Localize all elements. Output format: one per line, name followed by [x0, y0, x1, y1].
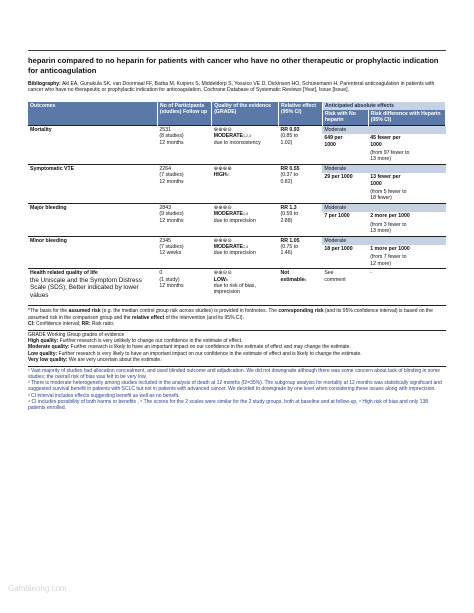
- risk-control-cell: 29 per 1000: [324, 174, 353, 181]
- risk-level: Moderate: [322, 203, 445, 212]
- relative-footnote-ref: 6: [304, 277, 307, 282]
- outcome-name: Symptomatic VTE: [30, 165, 75, 172]
- risk-difference-ci: (from 3 fewer to 13 more): [370, 221, 407, 235]
- relative-effect-ci: (0.37 to 0.82): [280, 172, 299, 185]
- quality-level: MODERATE: [213, 211, 243, 218]
- relative-effect-value: RR 0.93: [280, 126, 300, 133]
- page-title: heparin compared to no heparin for patients with cancer who have no other therapeutic or prophylactic indication for anticoagulation: [28, 50, 446, 75]
- outcome-cell: [28, 164, 157, 203]
- outcome-name: Health related quality of life: [30, 270, 98, 277]
- participants-cell: 2531 (8 studies) 12 months: [157, 125, 211, 164]
- relative-effect-cell: [278, 269, 322, 301]
- footnote-text: of the intervention (and its 95% CI).: [164, 314, 244, 321]
- footnotes: [28, 366, 446, 412]
- footnote-text: (and its 95% confidence interval) is based on the assumed risk in the comparison group and the: [28, 308, 433, 321]
- quality-cell: [212, 125, 279, 164]
- relative-effect-cell: [278, 164, 322, 203]
- bibliography-label: Bibliography:: [28, 81, 61, 87]
- relative-effect-value: Not estimable: [280, 270, 305, 283]
- relative-effect-value: RR 1.05: [280, 237, 300, 244]
- participants-cell: 2345 (7 studies) 12 weeks: [157, 236, 211, 269]
- quality-cell: [212, 164, 279, 203]
- footnote-item: ¹ Vast majority of studies had allocation concealment, and used blinded outcome and adjudication. We did not downgrade although there was some concern about lack of blinding in some studies; the overall risk of bias was felt to be very low.: [28, 367, 441, 380]
- summary-of-findings-table: [28, 102, 446, 301]
- relative-effect-cell: [278, 125, 322, 164]
- footnote-text: *The basis for the: [28, 308, 69, 315]
- header-risk-difference: Risk difference with Heparin (95% CI): [368, 110, 445, 125]
- quality-level: HIGH: [213, 172, 227, 179]
- header-outcomes: Outcomes: [28, 102, 157, 126]
- quality-rating-icon: ⊕⊕⊝⊝: [213, 270, 232, 277]
- table-row: [28, 236, 446, 245]
- quality-reason: due to inconsistency: [213, 139, 261, 146]
- quality-reason: due to imprecision: [213, 250, 256, 257]
- quality-footnote-ref: 1,4: [243, 244, 248, 249]
- quality-footnote-ref: 1,2,3: [243, 134, 251, 139]
- footnote-ci-label: CI:: [28, 321, 35, 328]
- risk-difference-ci: (from 97 fewer to 13 more): [370, 150, 410, 163]
- relative-effect-ci: (0.85 to 1.02): [280, 133, 299, 146]
- quality-reason: due to risk of bias, imprecision: [213, 282, 256, 296]
- grade-low-label: Low quality:: [28, 350, 58, 357]
- header-anticipated-effects: Anticipated absolute effects: [322, 102, 445, 110]
- risk-control-cell: 7 per 1000: [324, 213, 350, 220]
- participants-cell: 0 (1 study) 12 months: [157, 269, 211, 301]
- bibliography-text: Akl EA, Gunukula SK, van Doormaal FF, Barba M, Kuipers S, Middeldorp S, Yosuico VE D, Dickinson HO, Schünemann H. Parenteral anticoagulation in patients with cancer who have no therapeutic or prophylactic indication for anticoagulation. Cochrane Database of Systematic Reviews [Year], Issue [Issue].: [28, 81, 435, 94]
- footnote-ci-text: Confidence interval;: [34, 321, 82, 328]
- relative-effect-ci: (0.59 to 2.88): [280, 211, 299, 224]
- quality-level: LOW: [213, 276, 226, 283]
- outcome-cell: [28, 203, 157, 236]
- risk-level: Moderate: [322, 236, 445, 245]
- grade-high-text: Further research is very unlikely to change our confidence in the estimate of effect.: [58, 337, 243, 344]
- footnote-text: (e.g. the median control group risk across studies) is provided in footnotes. The: [100, 308, 279, 315]
- risk-level: See comment: [322, 269, 368, 301]
- bibliography: [28, 81, 446, 94]
- footnote-item: ⁴ CI includes possibility of both harms or benefits , ⁵ The scores for the 2 scales were similar for the 2 study groups, both at baseline and at follow-up, ⁶ High risk of bias and only 138 patients enrolled.: [28, 399, 428, 412]
- grade-high-label: High quality:: [28, 337, 59, 344]
- quality-level: MODERATE: [213, 133, 243, 140]
- outcome-cell: [28, 269, 157, 301]
- relative-effect-cell: [278, 203, 322, 236]
- grade-definitions: [28, 330, 446, 364]
- grade-very-low-text: We are very uncertain about the estimate.: [67, 357, 162, 364]
- outcome-name: Major bleeding: [30, 204, 67, 211]
- footnote-item: ² There is moderate heterogeneity among studies included in the analysis of death at 12 months (I2=35%). The subgroup analysis for mortality at 12 months was statistically significant and suggested survival benefit in patients with SCLC but not in patients with advanced cancer. We decided to downgrade by one level when considering these issues along with imprecision.: [28, 380, 442, 393]
- quality-rating-icon: ⊕⊕⊕⊕: [213, 165, 232, 172]
- table-row: [28, 164, 446, 173]
- quality-level: MODERATE: [213, 243, 243, 250]
- quality-footnote-ref: 1,4: [243, 212, 248, 217]
- table-row: [28, 125, 446, 134]
- grade-very-low-label: Very low quality:: [28, 357, 68, 364]
- quality-cell: [212, 236, 279, 269]
- risk-difference-cell: -: [368, 269, 445, 301]
- footnote-assumed-risk: assumed risk: [68, 308, 101, 315]
- participants-cell: 2264 (7 studies) 12 months: [157, 164, 211, 203]
- quality-footnote-ref: 5: [225, 277, 228, 282]
- risk-level: Moderate: [322, 125, 445, 134]
- quality-footnote-ref: 4: [226, 173, 229, 178]
- outcome-description: the Uniscale and the Symptom Distress Scale (SDS); Better indicated by lower values: [30, 276, 142, 299]
- header-risk-control: Risk with No heparin: [322, 110, 368, 125]
- footnote-rr-text: Risk ratio;: [90, 321, 115, 328]
- quality-rating-icon: ⊕⊕⊕⊝: [213, 126, 232, 133]
- table-footnote: [28, 305, 446, 327]
- table-header-row: [28, 102, 446, 110]
- footnote-corresponding-risk: corresponding risk: [278, 308, 324, 315]
- header-relative-effect: Relative effect (95% CI): [278, 102, 322, 126]
- grade-very-low: [28, 357, 446, 363]
- header-quality: Quality of the evidence (GRADE): [212, 102, 279, 126]
- grade-heading: GRADE Working Group grades of evidence: [28, 331, 125, 338]
- table-row: [28, 203, 446, 212]
- risk-difference-cell: 2 more per 1000: [370, 213, 410, 220]
- outcome-cell: [28, 236, 157, 269]
- relative-effect-value: RR 1.3: [280, 204, 297, 211]
- quality-cell: [212, 203, 279, 236]
- quality-rating-icon: ⊕⊕⊕⊝: [213, 237, 232, 244]
- table-body: [28, 125, 446, 300]
- quality-rating-icon: ⊕⊕⊕⊝: [213, 204, 232, 211]
- risk-difference-ci: (from 7 fewer to 12 more): [370, 254, 407, 267]
- risk-difference-cell: 45 fewer per 1000: [370, 135, 401, 148]
- footnote-item: ³ CI interval includes effects suggesting benefit as well as no benefit.: [28, 392, 180, 399]
- participants-cell: 2843 (9 studies) 12 months: [157, 203, 211, 236]
- header-participants: No of Participants (studies) Follow up: [157, 102, 211, 126]
- risk-control-cell: 649 per 1000: [324, 135, 343, 148]
- risk-difference-cell: 1 more per 1000: [370, 245, 410, 252]
- outcome-name: Minor bleeding: [30, 237, 67, 244]
- grade-moderate-text: Further research is likely to have an important impact on our confidence in the estimate of effect and may change the estimate.: [69, 344, 351, 351]
- relative-effect-cell: [278, 236, 322, 269]
- grade-moderate-label: Moderate quality:: [28, 344, 70, 351]
- footnote-relative-effect: relative effect: [131, 314, 165, 321]
- watermark-text: Gambleong.com: [8, 584, 67, 593]
- risk-level: Moderate: [322, 164, 445, 173]
- quality-reason: due to imprecision: [213, 217, 256, 224]
- relative-effect-ci: (0.75 to 1.46): [280, 243, 299, 257]
- risk-control-cell: 18 per 1000: [324, 245, 353, 252]
- risk-difference-cell: 13 fewer per 1000: [370, 174, 401, 187]
- risk-difference-ci: (from 5 fewer to 18 fewer): [370, 189, 407, 202]
- quality-cell: [212, 269, 279, 301]
- document-page: [28, 50, 446, 412]
- footnote-rr-label: RR:: [81, 321, 91, 328]
- relative-effect-value: RR 0.55: [280, 165, 300, 172]
- outcome-cell: [28, 125, 157, 164]
- grade-low-text: Further research is very likely to have an important impact on our confidence in the estimate of effect and is likely to change the estimate.: [57, 350, 362, 357]
- outcome-name: Mortality: [30, 126, 52, 133]
